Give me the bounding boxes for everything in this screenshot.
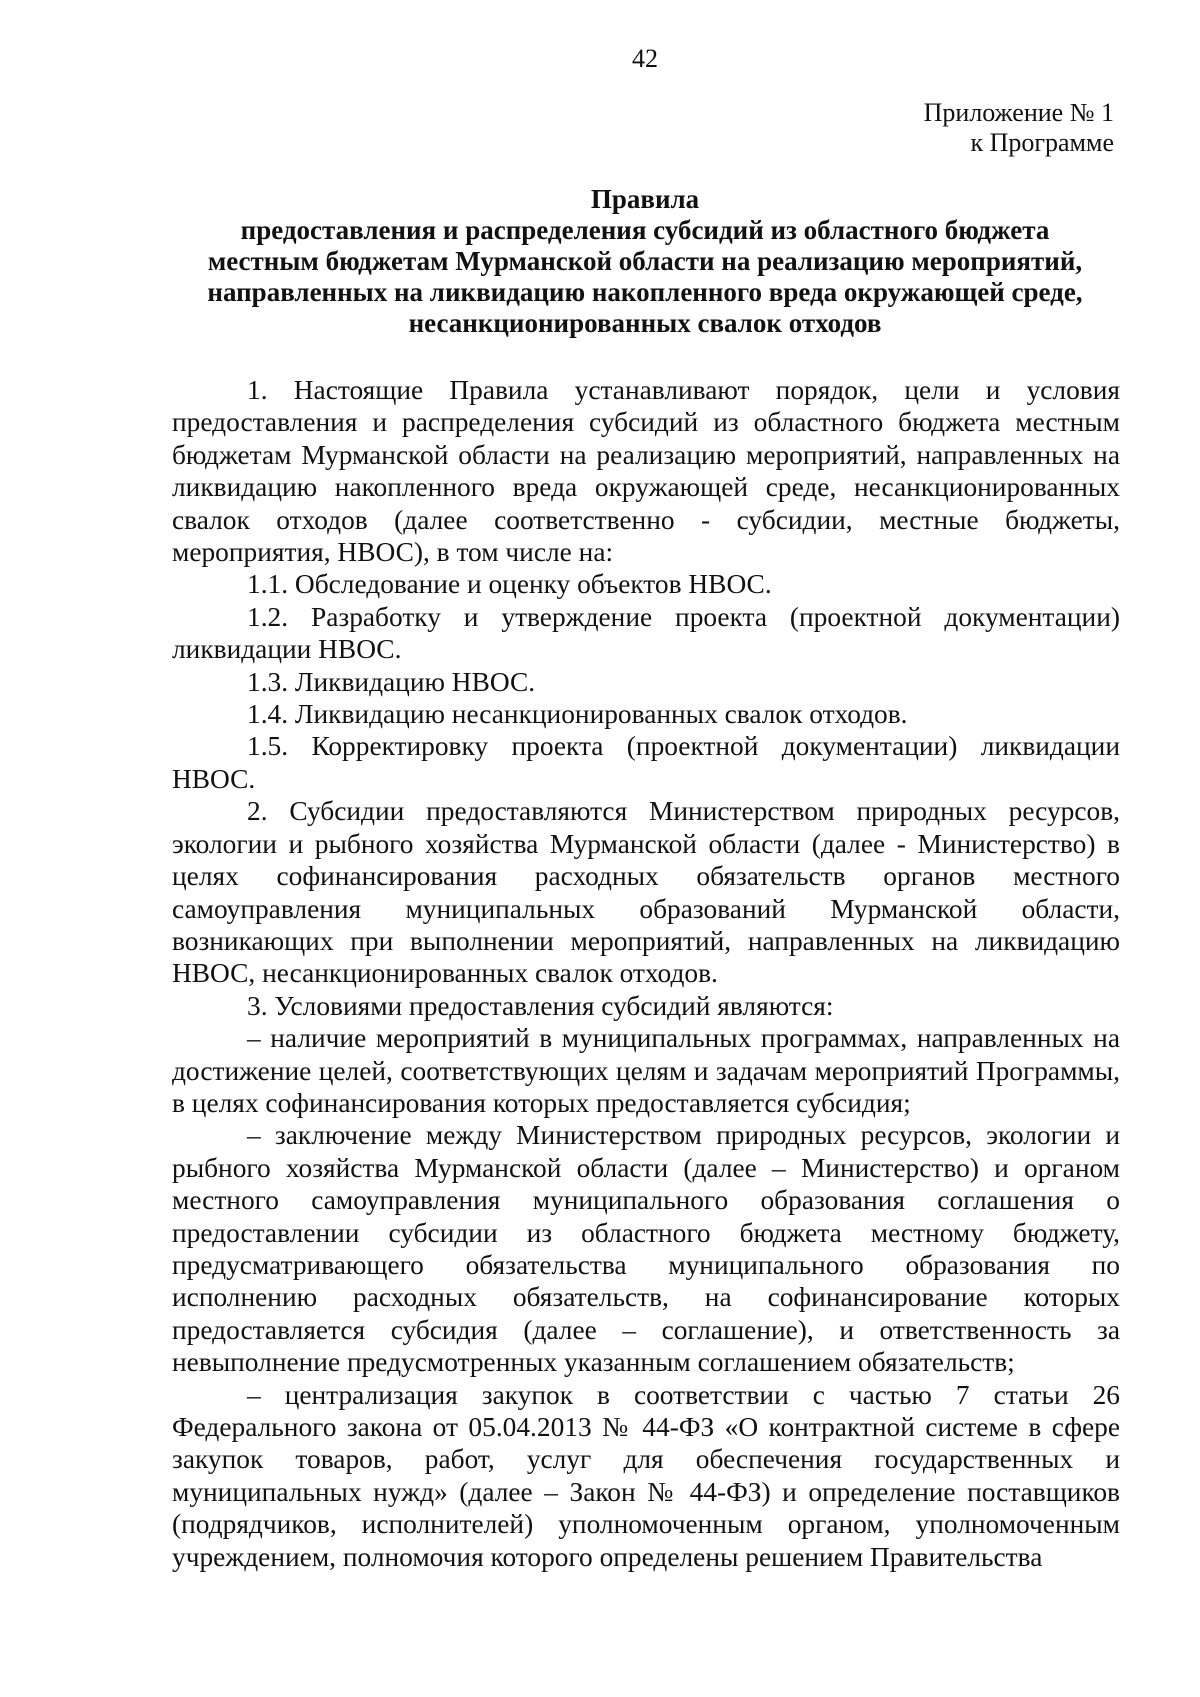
appendix-line-2: к Программе [970, 128, 1114, 157]
document-title [160, 184, 1130, 339]
paragraph-1: 1. Настоящие Правила устанавливают порядок, цели и условия предоставления и распределения субсидий из областного бюджета местным бюджетам Мурманской области на реализацию мероприятий, направленных на ликвидацию накопленного вреда окружающей среде, несанкционированных свалок отходов (далее соответственно - субсидии, местные бюджеты, мероприятия, НВОС), в том числе на: [172, 375, 1120, 568]
title-line-1: Правила [590, 184, 700, 214]
title-line-5: несанкционированных свалок отходов [408, 308, 882, 338]
condition-item-3: – централизация закупок в соответствии с частью 7 статьи 26 Федерального закона от 05.04.2013 № 44-ФЗ «О контрактной системе в сфере закупок товаров, работ, услуг для обеспечения государственных и муниципальных нужд» (далее – Закон № 44-ФЗ) и определение поставщиков (подрядчиков, исполнителей) уполномоченным органом, уполномоченным учреждением, полномочия которого определены решением Правительства [172, 1379, 1120, 1572]
paragraph-2: 2. Субсидии предоставляются Министерством природных ресурсов, экологии и рыбного хозяйства Мурманской области (далее - Министерство) в целях софинансирования расходных обязательств органов местного самоуправления муниципальных образований Мурманской области, возникающих при выполнении мероприятий, направленных на ликвидацию НВОС, несанкционированных свалок отходов. [172, 796, 1120, 989]
page-number: 42 [632, 44, 658, 73]
paragraph-1-2: 1.2. Разработку и утверждение проекта (проектной документации) ликвидации НВОС. [172, 601, 1120, 665]
title-line-4: направленных на ликвидацию накопленного вреда окружающей среде, [207, 277, 1083, 307]
condition-item-2: – заключение между Министерством природных ресурсов, экологии и рыбного хозяйства Мурманской области (далее – Министерство) и органом местного самоуправления муниципального образования соглашения о предоставлении субсидии из областного бюджета местному бюджету, предусматривающего обязательства муниципального образования по исполнению расходных обязательств, на софинансирование которых предоставляется субсидия (далее – соглашение), и ответственность за невыполнение предусмотренных указанным соглашением обязательств; [172, 1120, 1120, 1378]
paragraph-1-3: 1.3. Ликвидацию НВОС. [247, 666, 536, 697]
paragraph-1-4: 1.4. Ликвидацию несанкционированных свалок отходов. [247, 699, 908, 730]
title-line-2: предоставления и распределения субсидий из областного бюджета [240, 215, 1050, 245]
condition-item-1: – наличие мероприятий в муниципальных программах, направленных на достижение целей, соответствующих целям и задачам мероприятий Программы, в целях софинансирования которых предоставляется субсидия; [172, 1023, 1120, 1118]
paragraph-1-5: 1.5. Корректировку проекта (проектной документации) ликвидации НВОС. [172, 731, 1120, 794]
document-body [172, 374, 1120, 1573]
appendix-line-1: Приложение № 1 [923, 98, 1114, 127]
paragraph-1-1: 1.1. Обследование и оценку объектов НВОС. [247, 569, 772, 600]
appendix-reference [924, 98, 1114, 158]
paragraph-3: 3. Условиями предоставления субсидий являются: [247, 990, 834, 1021]
title-line-3: местным бюджетам Мурманской области на реализацию мероприятий, [207, 246, 1083, 276]
